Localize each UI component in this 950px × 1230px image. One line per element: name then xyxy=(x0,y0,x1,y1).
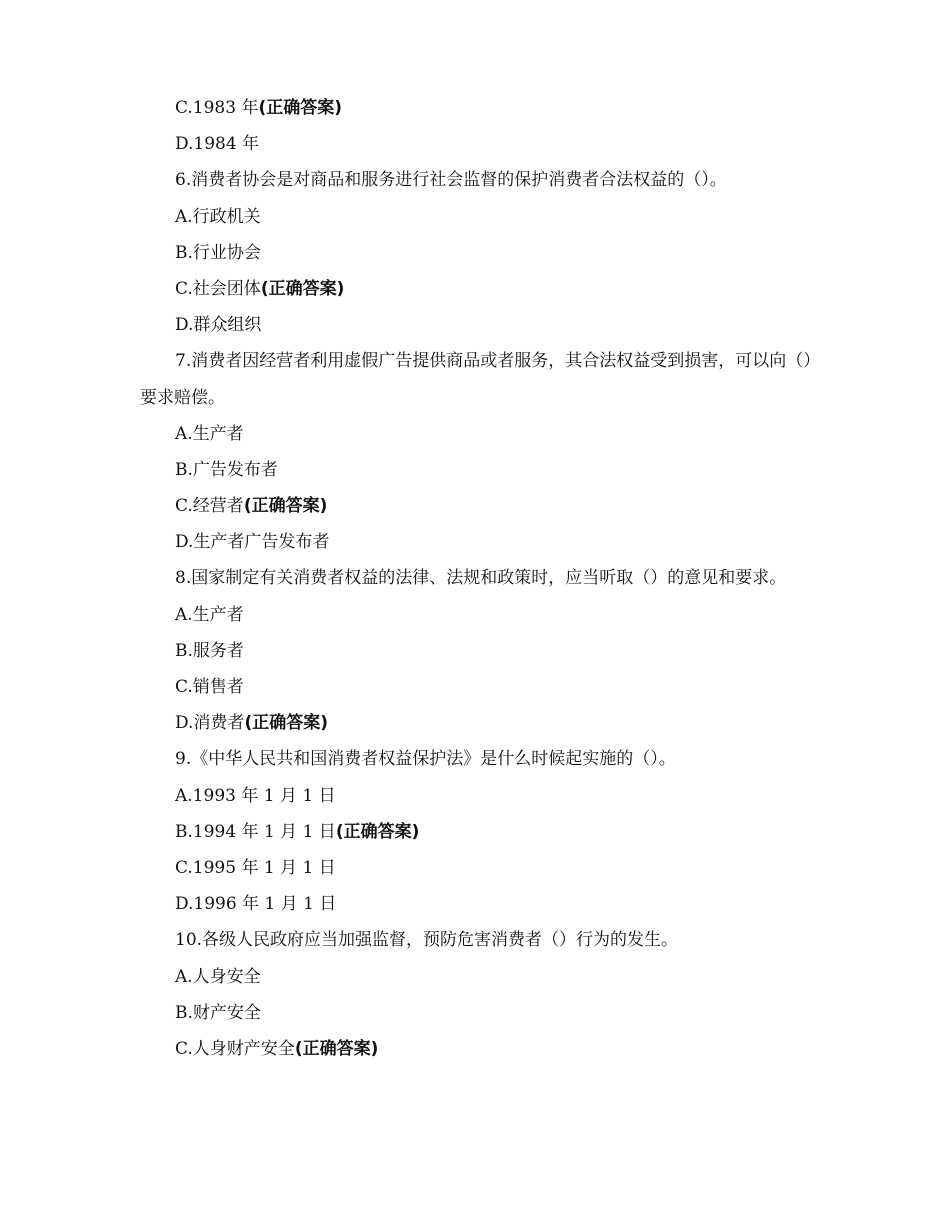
option-text: A.生产者 xyxy=(175,604,244,625)
option-text: C.人身财产安全 xyxy=(175,1038,295,1059)
answer-option xyxy=(140,90,820,126)
question-stem xyxy=(140,741,820,777)
option-text: C.1983 年 xyxy=(175,98,259,118)
answer-option xyxy=(140,1031,820,1067)
option-text: C.社会团体 xyxy=(175,278,261,299)
option-text: B.广告发布者 xyxy=(175,459,278,480)
question-text: 10.各级人民政府应当加强监督，预防危害消费者（）行为的发生。 xyxy=(175,930,679,951)
option-text: A.人身安全 xyxy=(175,966,261,987)
answer-option xyxy=(140,669,820,705)
option-text: A.生产者 xyxy=(175,423,244,444)
quiz-content xyxy=(140,90,820,1067)
answer-option xyxy=(140,959,820,995)
question-stem xyxy=(140,560,820,596)
correct-answer-mark: (正确答案) xyxy=(258,98,343,118)
option-text: B.行业协会 xyxy=(175,242,261,263)
answer-option xyxy=(140,199,820,235)
correct-answer-mark: (正确答案) xyxy=(244,713,328,734)
answer-option xyxy=(140,524,820,560)
question-stem xyxy=(140,343,820,415)
correct-answer-mark: (正确答案) xyxy=(294,1038,379,1059)
answer-option xyxy=(140,995,820,1031)
option-text: B.服务者 xyxy=(175,640,244,661)
answer-option xyxy=(140,886,820,922)
option-text: D.消费者 xyxy=(175,713,245,734)
option-text: B.1994 年 1 月 1 日 xyxy=(175,821,336,842)
answer-option xyxy=(140,705,820,741)
option-text: C.经营者 xyxy=(175,496,244,517)
answer-option xyxy=(140,235,820,271)
answer-option xyxy=(140,307,820,343)
question-text: 7.消费者因经营者利用虚假广告提供商品或者服务，其合法权益受到损害，可以向（）要求赔偿。 xyxy=(140,351,812,408)
answer-option xyxy=(140,633,820,669)
question-text: 9.《中华人民共和国消费者权益保护法》是什么时候起实施的（）。 xyxy=(175,749,676,770)
answer-option xyxy=(140,452,820,488)
option-text: B.财产安全 xyxy=(175,1002,261,1023)
question-text: 6.消费者协会是对商品和服务进行社会监督的保护消费者合法权益的（）。 xyxy=(175,170,727,191)
option-text: A.1993 年 1 月 1 日 xyxy=(175,785,336,806)
option-text: D.群众组织 xyxy=(175,315,262,336)
answer-option xyxy=(140,778,820,814)
option-text: A.行政机关 xyxy=(175,206,261,227)
option-text: D.1984 年 xyxy=(175,134,260,155)
question-stem xyxy=(140,922,820,958)
answer-option xyxy=(140,814,820,850)
correct-answer-mark: (正确答案) xyxy=(243,496,328,517)
option-text: C.销售者 xyxy=(175,677,244,698)
correct-answer-mark: (正确答案) xyxy=(260,278,345,299)
answer-option xyxy=(140,850,820,886)
answer-option xyxy=(140,126,820,162)
option-text: C.1995 年 1 月 1 日 xyxy=(175,858,336,879)
answer-option xyxy=(140,271,820,307)
correct-answer-mark: (正确答案) xyxy=(335,821,420,842)
answer-option xyxy=(140,416,820,452)
option-text: D.生产者广告发布者 xyxy=(175,532,330,553)
answer-option xyxy=(140,488,820,524)
question-stem xyxy=(140,162,820,198)
answer-option xyxy=(140,597,820,633)
option-text: D.1996 年 1 月 1 日 xyxy=(175,894,337,915)
question-text: 8.国家制定有关消费者权益的法律、法规和政策时，应当听取（）的意见和要求。 xyxy=(175,568,787,589)
